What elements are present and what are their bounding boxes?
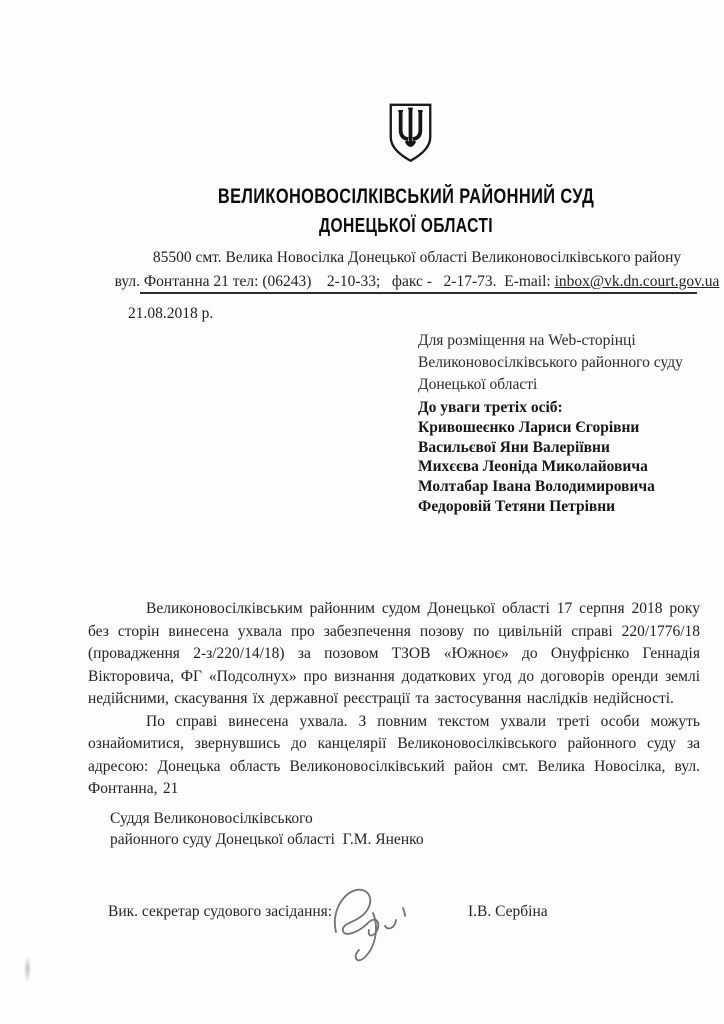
recipient-line: Донецької області — [418, 376, 538, 393]
address-line: 85500 смт. Велика Новосілка Донецької області Великоновосілківського району — [152, 249, 682, 266]
scan-artifact — [24, 956, 31, 982]
recipient-line: Великоновосілківського районного суду — [418, 354, 683, 371]
letterhead-court-name — [124, 186, 689, 236]
email-address: inbox@vk.dn.court.gov.ua — [554, 273, 720, 290]
secretary-name: І.В. Сербіна — [468, 903, 548, 920]
document-date: 21.08.2018 р. — [128, 305, 214, 322]
phone-fax-email-line — [60, 270, 724, 294]
court-name-line1: ВЕЛИКОНОВОСІЛКІВСЬКИЙ РАЙОННИЙ СУД — [217, 185, 595, 208]
letterhead-address — [60, 246, 724, 294]
third-party-name: Михєєва Леоніда Миколайовича — [418, 458, 648, 476]
body-paragraph-1: Великоновосілківським районним судом Донецької області 17 серпня 2018 року без сторін винесена ухвала про забезпечення позову по цивільній справі 220/1776/18 (провадження 2-з/220/14/18) за позовом ТЗОВ «Южноє» до Онуфрієнко Геннадія Вікторовича, ФГ «Подсолнух» про визнання додаткових угод до договорів оренди землі недійсними, скасування їх державної реєстрації та застосування наслідків недійсності. — [88, 600, 700, 707]
judge-line1: Суддя Великоновосілківського — [110, 810, 313, 827]
third-party-name: Кривошеєнко Лариси Єгорівни — [418, 418, 640, 436]
recipient-block — [418, 330, 683, 396]
body-paragraph-2: По справі винесена ухвала. З повним текстом ухвали треті особи можуть ознайомитися, звернувшись до канцелярії Великоновосілківського районного суду за адресою: Донецька область Великоновосілківський район смт. Велика Новосілка, вул. Фонтанна, 21 — [88, 712, 700, 797]
attention-block — [418, 398, 655, 517]
letterhead-divider-line — [140, 292, 697, 294]
handwritten-signature — [322, 880, 426, 966]
phone-fax-text: вул. Фонтанна 21 тел: (06243) 2-10-33; факс - 2-17-73. E-mail: — [114, 273, 555, 290]
secretary-label: Вик. секретар судового засідання: — [108, 903, 333, 920]
third-party-name: Молтабар Івана Володимировича — [418, 478, 655, 496]
recipient-line: Для розміщення на Web-сторінці — [418, 332, 636, 349]
judge-line2: районного суду Донецької області Г.М. Яненко — [110, 831, 424, 848]
letter-body — [88, 598, 700, 801]
attention-heading: До уваги третіх осіб: — [418, 399, 563, 416]
judge-signature-block — [110, 808, 424, 850]
ukraine-trident-emblem — [387, 99, 434, 167]
third-party-name: Васильєвої Яни Валеріївни — [418, 438, 610, 456]
third-party-name: Федоровій Тетяни Петрівни — [418, 497, 616, 515]
court-name-line2: ДОНЕЦЬКОЇ ОБЛАСТІ — [319, 215, 493, 237]
